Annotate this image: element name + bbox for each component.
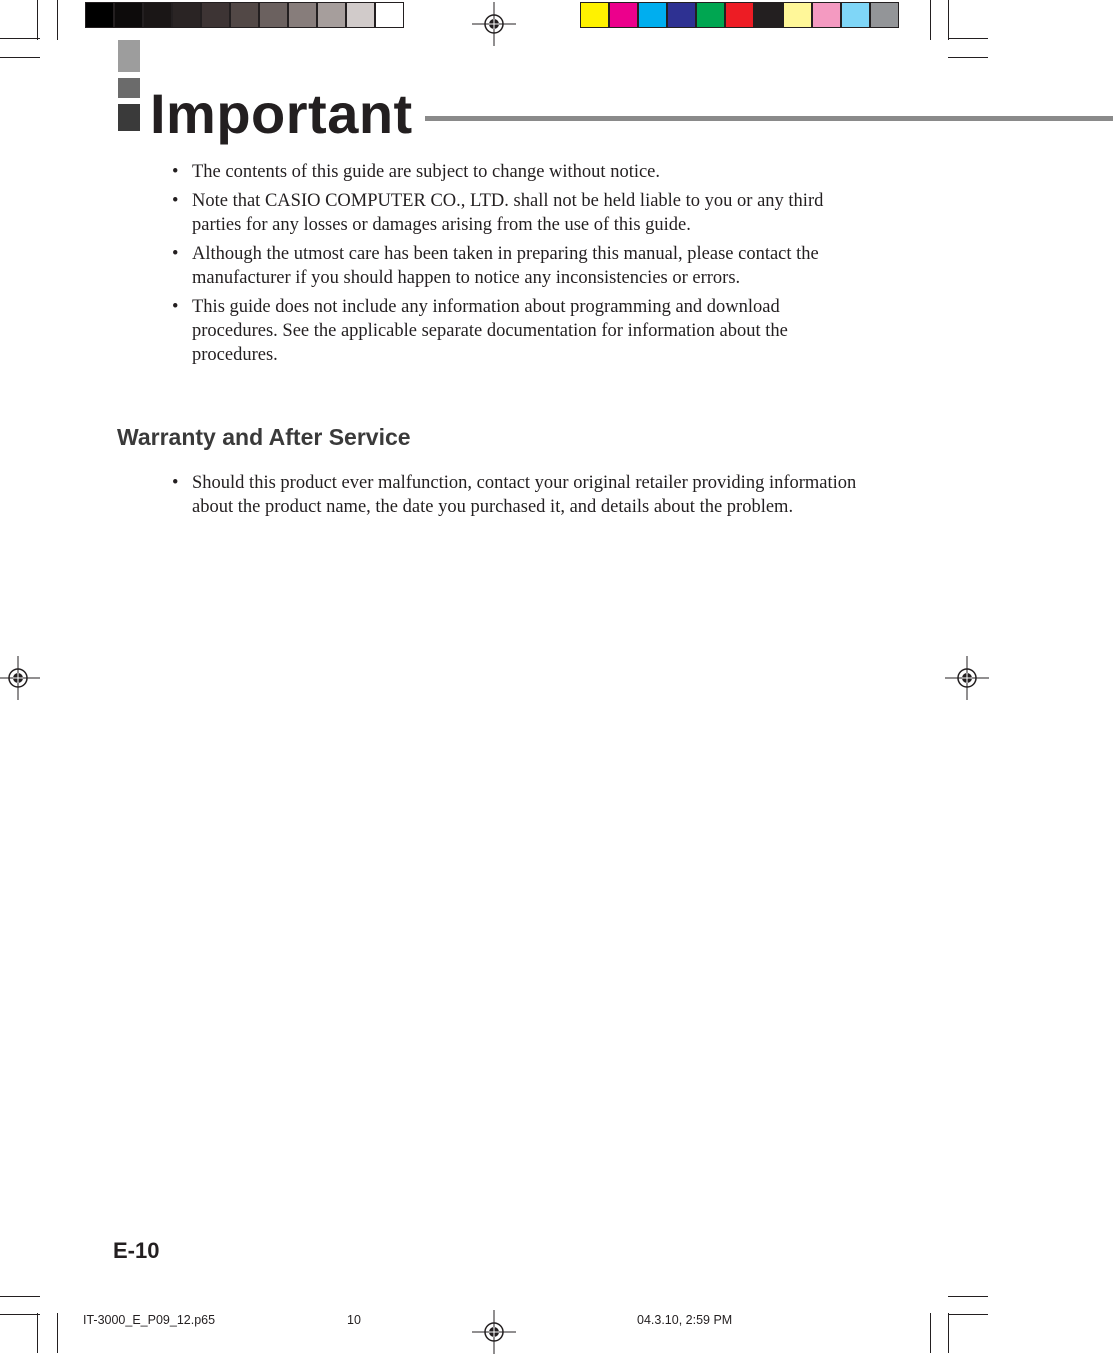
color-swatch [870, 2, 899, 28]
registration-mark-icon [945, 656, 989, 700]
list-item: • Although the utmost care has been taken in preparing this manual, please contact the manufacturer if you should happen to notice any inconsistencies or errors. [168, 242, 868, 290]
registration-mark-icon [472, 1310, 516, 1354]
gray-swatch [85, 2, 114, 28]
color-swatch [609, 2, 638, 28]
warranty-heading: Warranty and After Service [117, 424, 411, 450]
slug-page: 10 [347, 1313, 361, 1327]
page-number: E-10 [113, 1238, 160, 1263]
color-swatch [754, 2, 783, 28]
intro-bullet-list [168, 160, 868, 372]
gray-swatch [346, 2, 375, 28]
color-swatch [841, 2, 870, 28]
registration-mark-icon [0, 656, 40, 700]
list-item: • Note that CASIO COMPUTER CO., LTD. shall not be held liable to you or any third parties for any losses or damages arising from the use of this guide. [168, 189, 868, 237]
color-swatch [725, 2, 754, 28]
gray-swatch [288, 2, 317, 28]
gray-swatch [172, 2, 201, 28]
color-swatch [638, 2, 667, 28]
registration-mark-icon [472, 2, 516, 46]
list-item: • Should this product ever malfunction, contact your original retailer providing information about the product name, the date you purchased it, and details about the problem. [168, 471, 868, 519]
color-swatch [783, 2, 812, 28]
slug-timestamp: 04.3.10, 2:59 PM [637, 1313, 733, 1327]
list-item: • The contents of this guide are subject to change without notice. [168, 160, 868, 184]
gray-swatch [201, 2, 230, 28]
gray-swatch [143, 2, 172, 28]
heading-square-mid [118, 78, 140, 98]
gray-swatch [114, 2, 143, 28]
heading-square-dark [118, 104, 140, 131]
color-swatch [696, 2, 725, 28]
gray-swatch [259, 2, 288, 28]
color-swatch [812, 2, 841, 28]
gray-swatch [230, 2, 259, 28]
list-item: • This guide does not include any information about programming and download procedures. See the applicable separate documentation for information about the procedures. [168, 295, 868, 367]
title-rule [425, 116, 1113, 121]
gray-swatch [317, 2, 346, 28]
slug-file-name: IT-3000_E_P09_12.p65 [83, 1313, 216, 1327]
warranty-bullet-list [168, 471, 868, 524]
gray-swatch [375, 2, 404, 28]
page-title: Important [150, 82, 413, 145]
color-swatch [580, 2, 609, 28]
color-swatch [667, 2, 696, 28]
heading-square-light [118, 40, 140, 72]
